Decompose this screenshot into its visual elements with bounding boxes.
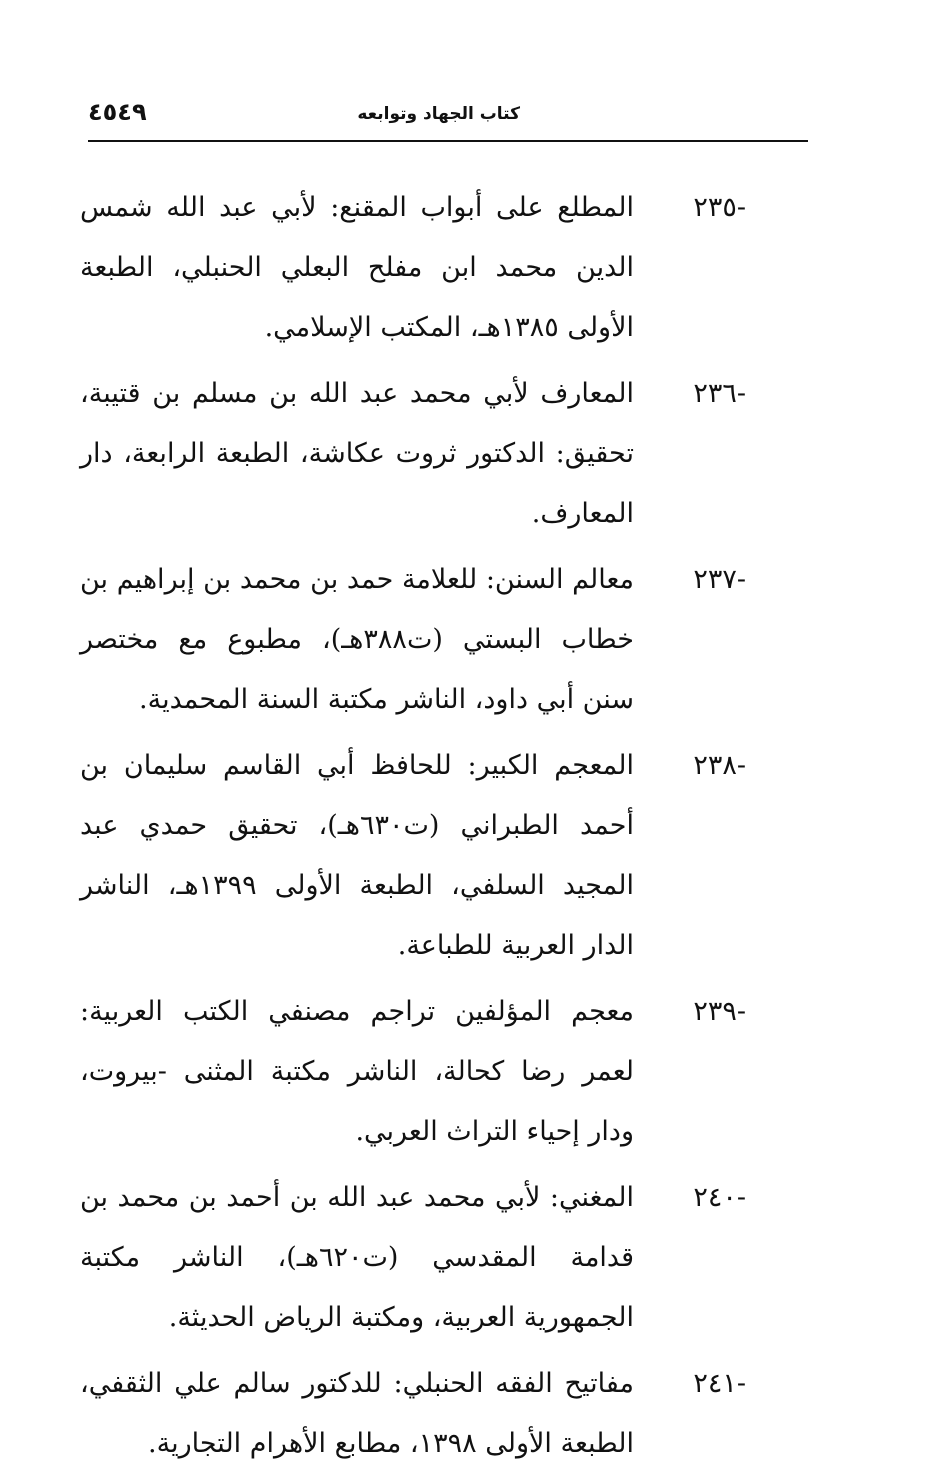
running-title: كتاب الجهاد وتوابعه (357, 104, 520, 124)
page-number: ٤٥٤٩ (88, 98, 147, 126)
entry-number: -٢٣٥ (693, 192, 746, 223)
bibliography-entry (80, 1354, 746, 1474)
entry-number: -٢٤١ (693, 1368, 746, 1399)
entry-text: المعجم الكبير: للحافظ أبي القاسم سليمان بن أحمد الطبراني (ت٦٣٠هـ)، تحقيق حمدي عبد المجيد السلفي، الطبعة الأولى ١٣٩٩هـ، الناشر الدار العربية للطباعة. (80, 750, 634, 961)
entry-text: المغني: لأبي محمد عبد الله بن أحمد بن محمد بن قدامة المقدسي (ت٦٢٠هـ)، الناشر مكتبة الجمهورية العربية، ومكتبة الرياض الحديثة. (80, 1182, 634, 1333)
page-header (88, 96, 808, 142)
bibliography-entry (80, 1168, 746, 1348)
bibliography-list (80, 178, 746, 1480)
bibliography-entry (80, 178, 746, 358)
entry-text: مفاتيح الفقه الحنبلي: للدكتور سالم علي الثقفي، الطبعة الأولى ١٣٩٨، مطابع الأهرام التجارية. (80, 1368, 634, 1459)
entry-number: -٢٣٦ (693, 378, 746, 409)
entry-text: معالم السنن: للعلامة حمد بن محمد بن إبراهيم بن خطاب البستي (ت٣٨٨هـ)، مطبوع مع مختصر سنن أبي داود، الناشر مكتبة السنة المحمدية. (80, 564, 634, 715)
entry-text: المعارف لأبي محمد عبد الله بن مسلم بن قتيبة، تحقيق: الدكتور ثروت عكاشة، الطبعة الرابعة، دار المعارف. (80, 378, 634, 529)
entry-number: -٢٣٧ (693, 564, 746, 595)
entry-text: معجم المؤلفين تراجم مصنفي الكتب العربية: لعمر رضا كحالة، الناشر مكتبة المثنى -بيروت، ودار إحياء التراث العربي. (80, 996, 634, 1147)
bibliography-entry (80, 982, 746, 1162)
entry-number: -٢٤٠ (693, 1182, 746, 1213)
bibliography-entry (80, 736, 746, 976)
entry-number: -٢٣٨ (693, 750, 746, 781)
bibliography-entry (80, 550, 746, 730)
entry-number: -٢٣٩ (693, 996, 746, 1027)
entry-text: المطلع على أبواب المقنع: لأبي عبد الله شمس الدين محمد ابن مفلح البعلي الحنبلي، الطبعة الأولى ١٣٨٥هـ، المكتب الإسلامي. (80, 192, 634, 343)
bibliography-entry (80, 364, 746, 544)
